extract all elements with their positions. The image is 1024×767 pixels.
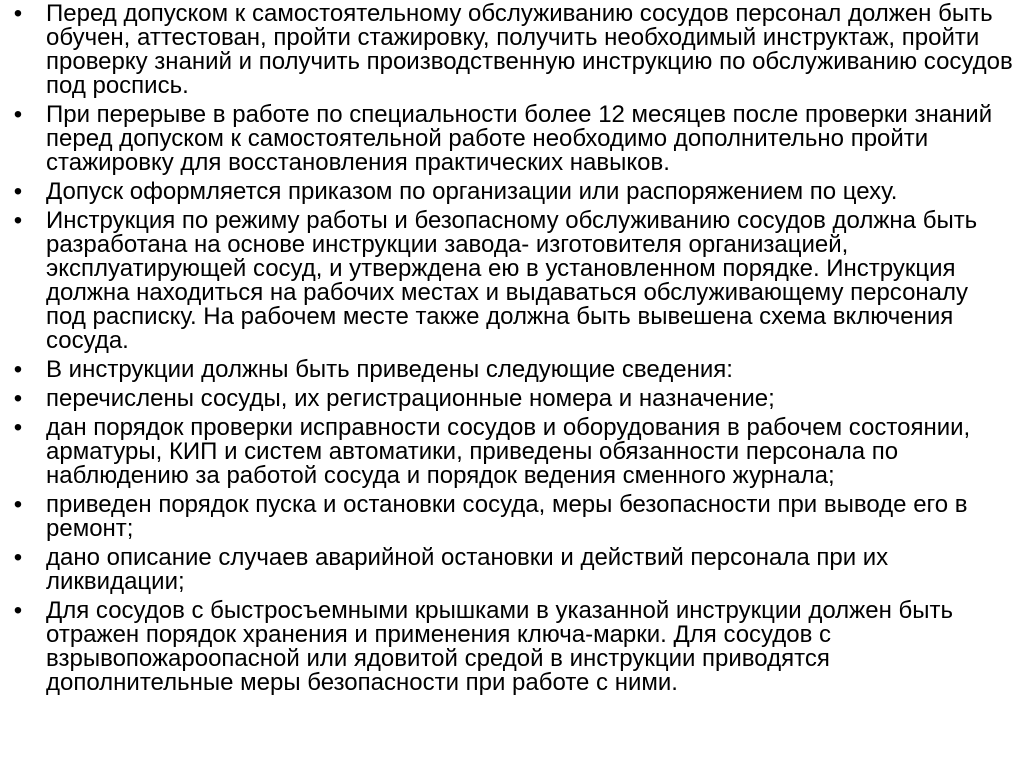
bullet-text: В инструкции должны быть приведены следующие сведения:: [46, 356, 733, 383]
bullet-marker: •: [13, 491, 23, 518]
bullet-text: Перед допуском к самостоятельному обслуживанию сосудов персонал должен быть обучен, аттестован, пройти стажировку, получить необходимый инструктаж, пройти проверку знаний и получить производственную инструкцию по обслуживанию сосудов под роспись.: [46, 0, 1013, 99]
bullet-marker: •: [13, 544, 23, 571]
bullet-item: [8, 209, 1014, 353]
bullet-text: Допуск оформляется приказом по организации или распоряжением по цеху.: [46, 178, 898, 205]
bullet-text: перечислены сосуды, их регистрационные номера и назначение;: [46, 385, 775, 412]
bullet-item: [8, 416, 1014, 488]
bullet-item: [8, 2, 1014, 98]
bullet-item: [8, 493, 1014, 541]
bullet-item: [8, 180, 1014, 204]
bullet-text: дано описание случаев аварийной остановки и действий персонала при их ликвидации;: [46, 544, 889, 595]
bullet-marker: •: [13, 356, 23, 383]
bullet-text: При перерыве в работе по специальности более 12 месяцев после проверки знаний перед допуском к самостоятельной работе необходимо дополнительно пройти стажировку для восстановления практических навыков.: [46, 101, 993, 176]
bullet-item: [8, 387, 1014, 411]
bullet-item: [8, 599, 1014, 695]
bullet-list: [8, 2, 1014, 695]
bullet-text: Для сосудов с быстросъемными крышками в указанной инструкции должен быть отражен порядок хранения и применения ключа-марки. Для сосудов с взрывопожароопасной или ядовитой средой в инструкции приводятся дополнительные меры безопасности при работе с ними.: [46, 597, 953, 696]
bullet-marker: •: [13, 0, 23, 27]
bullet-item: [8, 546, 1014, 594]
bullet-item: [8, 103, 1014, 175]
bullet-marker: •: [13, 385, 23, 412]
bullet-marker: •: [13, 414, 23, 441]
bullet-marker: •: [13, 597, 23, 624]
bullet-marker: •: [13, 178, 23, 205]
bullet-marker: •: [13, 207, 23, 234]
bullet-text: дан порядок проверки исправности сосудов и оборудования в рабочем состоянии, арматуры, КИП и систем автоматики, приведены обязанности персонала по наблюдению за работой сосуда и порядок ведения сменного журнала;: [46, 414, 971, 489]
bullet-text: приведен порядок пуска и остановки сосуда, меры безопасности при выводе его в ремонт;: [46, 491, 968, 542]
bullet-marker: •: [13, 101, 23, 128]
bullet-item: [8, 358, 1014, 382]
bullet-text: Инструкция по режиму работы и безопасному обслуживанию сосудов должна быть разработана на основе инструкции завода- изготовителя организацией, эксплуатирующей сосуд, и утверждена ею в установленном порядке. Инструкция должна находиться на рабочих местах и выдаваться обслуживающему персоналу под расписку. На рабочем месте также должна быть вывешена схема включения сосуда.: [46, 207, 978, 354]
